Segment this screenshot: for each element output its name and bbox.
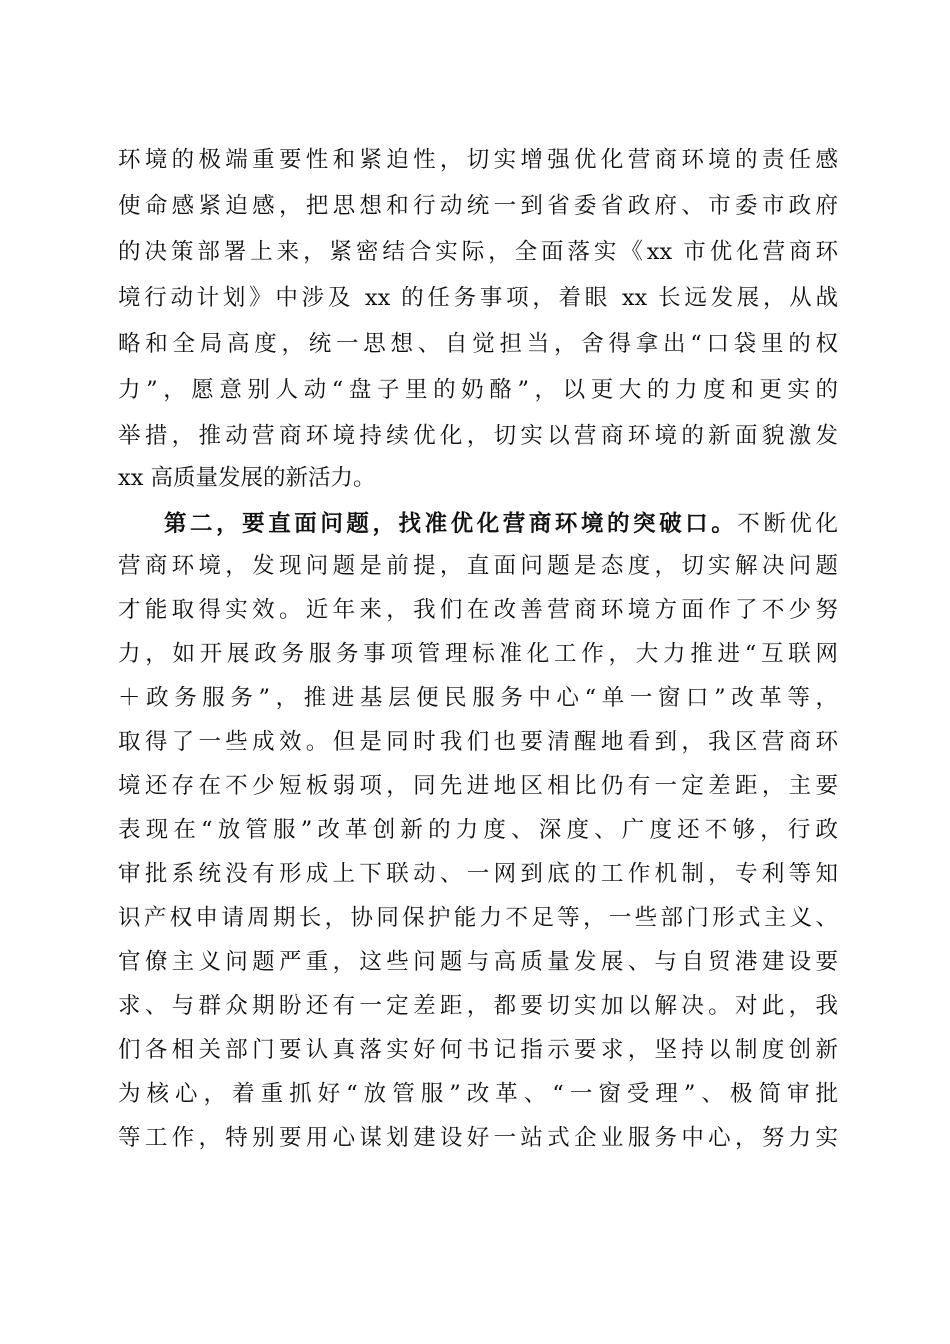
paragraph-line: 为核心，着重抓好“放管服”改革、“一窗受理”、极简审批 (118, 1081, 838, 1107)
paragraph-line: xx 高质量发展的新活力。 (118, 465, 376, 491)
paragraph-line: 的决策部署上来，紧密结合实际，全面落实《xx 市优化营商环 (118, 239, 838, 265)
paragraph-line: 们各相关部门要认真落实好何书记指示要求，坚持以制度创新 (118, 1037, 838, 1063)
section-heading: 第二，要直面问题，找准优化营商环境的突破口。 (164, 511, 738, 537)
paragraph-line: 识产权申请周期长，协同保护能力不足等，一些部门形式主义、 (118, 905, 838, 931)
paragraph-line: 才能取得实效。近年来，我们在改善营商环境方面作了不少努 (118, 597, 838, 623)
paragraph-line: 境还存在不少短板弱项，同先进地区相比仍有一定差距，主要 (118, 773, 838, 799)
heading-line-rest: 不断优化 (737, 511, 838, 537)
paragraph-line: 取得了一些成效。但是同时我们也要清醒地看到，我区营商环 (118, 729, 838, 755)
paragraph-first-line (164, 504, 838, 544)
paragraph-line: 境行动计划》中涉及 xx 的任务事项，着眼 xx 长远发展，从战 (118, 285, 838, 311)
paragraph-line: 等工作，特别要用心谋划建设好一站式企业服务中心，努力实 (118, 1125, 838, 1151)
paragraph-line: 略和全局高度，统一思想、自觉担当，舍得拿出“口袋里的权 (118, 331, 838, 357)
paragraph-line: 官僚主义问题严重，这些问题与高质量发展、与自贸港建设要 (118, 949, 838, 975)
paragraph-line: 营商环境，发现问题是前提，直面问题是态度，切实解决问题 (118, 553, 838, 579)
paragraph-line: ＋政务服务”，推进基层便民服务中心“单一窗口”改革等， (118, 685, 838, 711)
paragraph-line: 审批系统没有形成上下联动、一网到底的工作机制，专利等知 (118, 861, 838, 887)
paragraph-line: 使命感紧迫感，把思想和行动统一到省委省政府、市委市政府 (118, 193, 838, 219)
paragraph-line: 力”，愿意别人动“盘子里的奶酪”，以更大的力度和更实的 (118, 377, 838, 403)
paragraph-line: 举措，推动营商环境持续优化，切实以营商环境的新面貌激发 (118, 423, 838, 449)
paragraph-line: 力，如开展政务服务事项管理标准化工作，大力推进“互联网 (118, 641, 838, 667)
paragraph-line: 环境的极端重要性和紧迫性，切实增强优化营商环境的责任感 (118, 147, 838, 173)
paragraph-line: 表现在“放管服”改革创新的力度、深度、广度还不够，行政 (118, 817, 838, 843)
paragraph-line: 求、与群众期盼还有一定差距，都要切实加以解决。对此，我 (118, 993, 838, 1019)
